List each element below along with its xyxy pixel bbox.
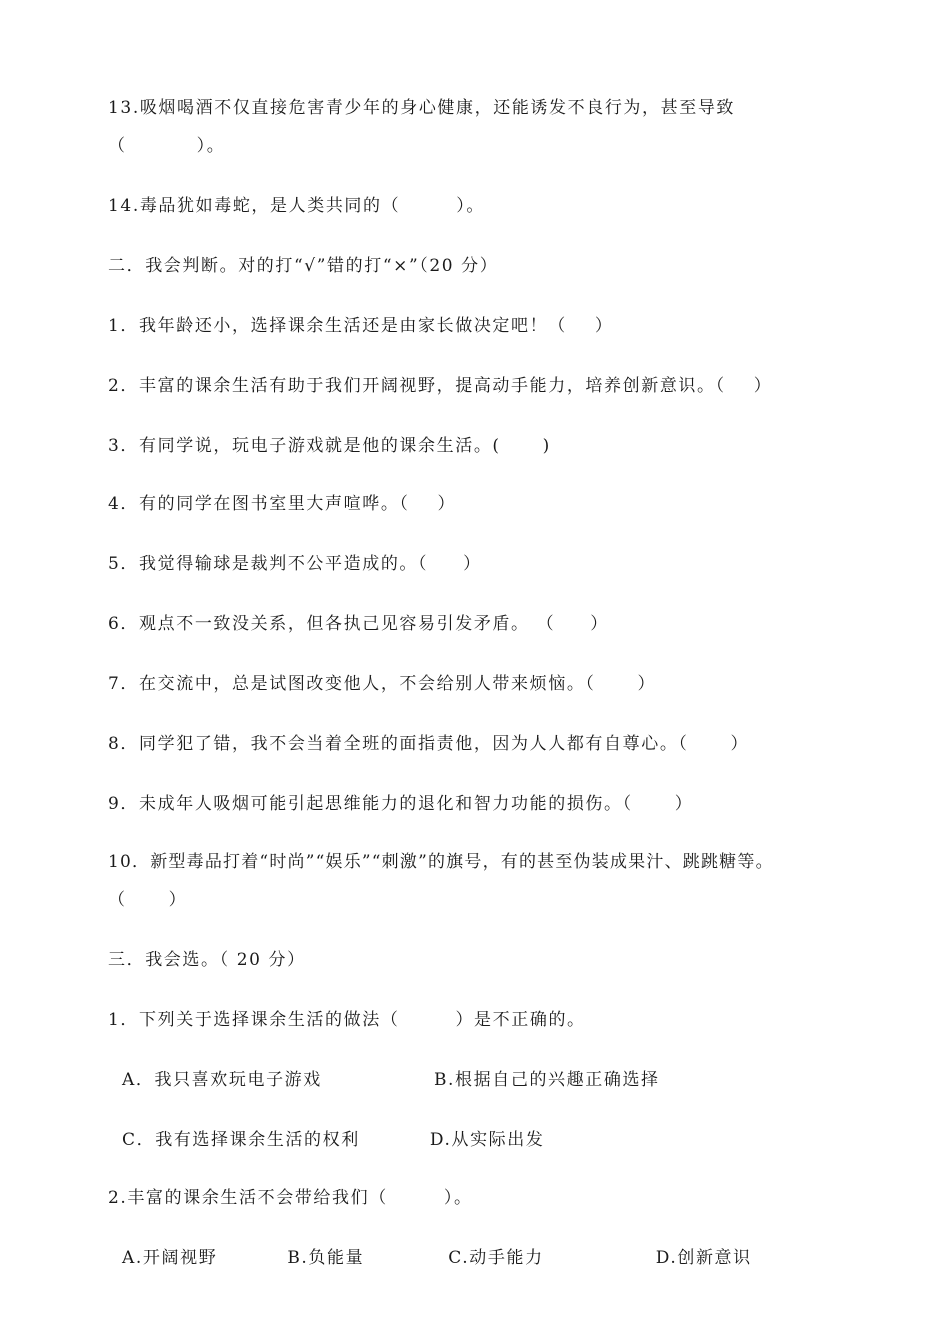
choice-1-options-cd: C．我有选择课余生活的权利 D.从实际出发 (108, 1130, 545, 1150)
choice-question-1: 1．下列关于选择课余生活的做法（ ）是不正确的。 (108, 1010, 586, 1030)
judge-item-5: 5．我觉得输球是裁判不公平造成的。（ ） (108, 554, 482, 574)
judge-item-10: 10．新型毒品打着“时尚”“娱乐”“刺激”的旗号，有的甚至伪装成果汁、跳跳糖等。 (108, 852, 774, 872)
judge-item-4: 4．有的同学在图书室里大声喧哗。（ ） (108, 494, 457, 514)
section-2-heading: 二．我会判断。对的打“√”错的打“×”（20 分） (108, 256, 499, 276)
judge-item-10-blank: （ ） (108, 890, 188, 910)
choice-question-2: 2.丰富的课余生活不会带给我们（ ）。 (108, 1188, 473, 1208)
judge-item-6: 6．观点不一致没关系，但各执己见容易引发矛盾。 （ ） (108, 614, 609, 634)
judge-item-8: 8．同学犯了错，我不会当着全班的面指责他，因为人人都有自尊心。（ ） (108, 734, 750, 754)
judge-item-1: 1．我年龄还小，选择课余生活还是由家长做决定吧！（ ） (108, 316, 614, 336)
question-14: 14.毒品犹如毒蛇，是人类共同的（ ）。 (108, 196, 485, 216)
judge-item-2: 2．丰富的课余生活有助于我们开阔视野，提高动手能力，培养创新意识。（ ） (108, 376, 773, 396)
choice-1-options-ab: A．我只喜欢玩电子游戏 B.根据自己的兴趣正确选择 (108, 1070, 660, 1090)
question-13-blank: （ ）。 (108, 136, 226, 156)
choice-2-options: A.开阔视野 B.负能量 C.动手能力 D.创新意识 (108, 1248, 752, 1268)
section-3-heading: 三．我会选。（ 20 分） (108, 950, 306, 970)
judge-item-7: 7．在交流中，总是试图改变他人，不会给别人带来烦恼。（ ） (108, 674, 657, 694)
judge-item-9: 9．未成年人吸烟可能引起思维能力的退化和智力功能的损伤。（ ） (108, 794, 694, 814)
question-13: 13.吸烟喝酒不仅直接危害青少年的身心健康，还能诱发不良行为，甚至导致 (108, 98, 736, 118)
judge-item-3: 3．有同学说，玩电子游戏就是他的课余生活。( ) (108, 436, 551, 456)
